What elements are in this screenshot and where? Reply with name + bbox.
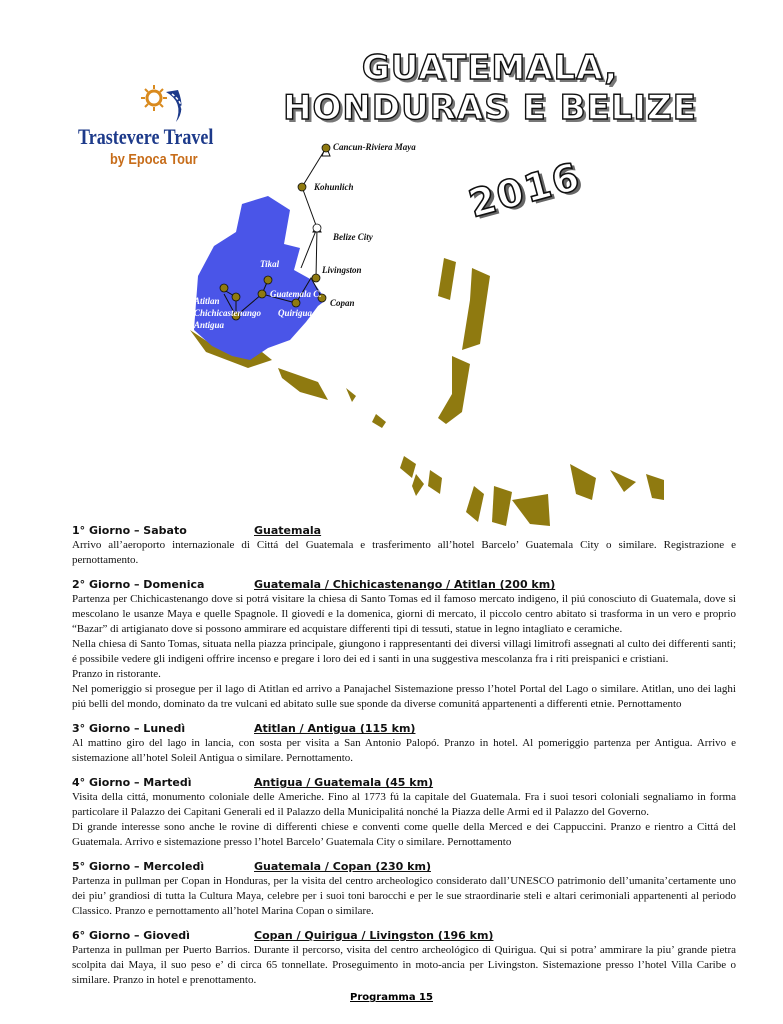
day-heading: 2° Giorno – Domenica Guatemala / Chichicastenango / Atitlan (200 km) [72,578,556,591]
logo-text: Trastevere Travel [78,124,214,149]
day-section [72,775,736,850]
day-text: Nella chiesa di Santo Tomas, situata nella piazza principale, giungono i rappresentanti dei diversi villagi limitrofi assegnati al culto dei differenti santi; é possibile vedere gli indigeni offrire incenso e pregare i loro dei ed i santi in una suggestiva mescolanza fra i riti preispanici e cristiani. [72,638,736,665]
map-label-cancun: Cancun-Riviera Maya [333,142,416,152]
day-text: Partenza in pullman per Puerto Barrios. Durante il percorso, visita del centro archeológico di Quirigua. Qui si potra’ ammirare la piu’ grande pietra scolpita dai Maya, il suo peso e’ di circa 65 tonnellate. Proseguimento in moto-ancia per Livingston. Sistemazione presso l’hotel Villa Caribe o similare. Pranzo in hotel e prenottamento. [72,944,736,986]
map-label-antigua: Antigua [194,320,225,330]
map-label-belize: Belize City [333,232,373,242]
day-section [72,859,736,919]
day-text: Partenza in pullman per Copan in Honduras, per la visita del centro archeologico considerato dall’UNESCO patrimonio dell’umanita’certamente uno dei piu’ grandiosi di tutta la Cultura Maya, celebre per i suoi toni barocchi e per le sue straordinarie steli e altari cerimoniali appartenenti al periodo Classico. Pranzo e pernottamento all’hotel Marina Copan o similare. [72,875,736,917]
day-text: Al mattino giro del lago in lancia, con sosta per visita a San Antonio Palopó. Pranzo in hotel. Al pomeriggio partenza per Antigua. Arrivo e sistemazione all’hotel Soleil Antigua o similare. Pernottamento. [72,737,736,764]
map-label-chichicastenango: Chichicastenango [194,308,262,318]
year-label: 2016 [464,154,586,226]
day-text: Arrivo all’aeroporto internazionale di Cittá del Guatemala e trasferimento all’hotel Barcelo’ Guatemala City o similare. Registrazione e pernottamento. [72,539,736,566]
day-section [72,523,736,568]
map-label-copan: Copan [330,298,355,308]
day-heading: 5° Giorno – Mercoledì Guatemala / Copan (230 km) [72,860,431,873]
title-line-1: GUATEMALA, [361,48,619,88]
map-label-guatemala: Guatemala C. [270,289,322,299]
day-section [72,928,736,988]
day-section [72,721,736,766]
logo-subtext: by Epoca Tour [110,151,198,168]
map-label-kohunlich: Kohunlich [314,182,354,192]
day-section [72,577,736,712]
day-text: Nel pomeriggio si prosegue per il lago di Atitlan ed arrivo a Panajachel Sistemazione presso l’hotel Portal del Lago o similare. Atitlan, uno dei laghi piú belli del mondo, dominato da tre vulcani ed abitato sulle sue sponde da diverse comunitá appartenenti a differenti etnie. Pernottamento [72,683,736,710]
day-text: Pranzo in ristorante. [72,668,161,680]
day-text: Visita della cittá, monumento coloniale delle Americhe. Fino al 1773 fú la capitale del Guatemala. Fra i suoi tesori coloniali segnaliamo in forma particolare il Palazzo dei Capitani Generali ed il Palazzo della Municipalitá nonché la Piazza delle Armi ed il Palazzo del Governo. [72,791,736,818]
day-text: Partenza per Chichicastenango dove si potrá visitare la chiesa di Santo Tomas ed il famoso mercato indigeno, il piú conosciuto di Guatemala, dove si mescolano le usanze Maya e quelle Spagnole. Il giovedí e la domenica, giorni di mercato, il piccolo centro abitato si trasforma in un vero e proprio “Bazar” di artigianato dove si possono ammirare ed acquistare differenti tipi di tessuti, statue in legno intagliato e ceramiche. [72,593,736,635]
day-heading: 6° Giorno – Giovedì Copan / Quirigua / Livingston (196 km) [72,929,494,942]
map-label-atitlan: Atitlan [194,296,220,306]
day-text: Di grande interesse sono anche le rovine di differenti chiese e conventi come quelle della Merced e dei Cappuccini. Pranzo e rientro a Cittá del Guatemala. Arrivo e sistemazione presso l’hotel Barcelo’ Guatemala City o similare. Pernottamento [72,821,736,848]
map-label-livingston: Livingston [322,265,362,275]
itinerary [72,523,736,997]
title-line-2: HONDURAS E BELIZE [283,88,697,128]
day-heading: 4° Giorno – Martedì Antigua / Guatemala (45 km) [72,776,434,789]
page-footer: Programma 15 [350,992,433,1003]
day-heading: 3° Giorno – Lunedì Atitlan / Antigua (115 km) [72,722,416,735]
map-label-tikal: Tikal [260,259,280,269]
day-heading: 1° Giorno – Sabato Guatemala [72,524,322,537]
map-label-quirigua: Quirigua [278,308,313,318]
